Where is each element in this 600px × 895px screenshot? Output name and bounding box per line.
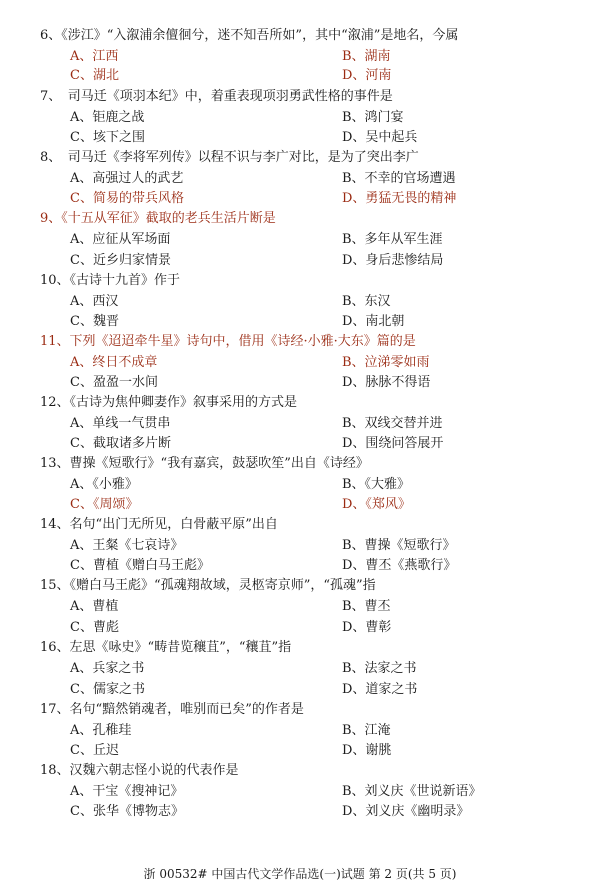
option-a: A、应征从军场面 (70, 232, 171, 247)
option-d: D、围绕问答展开 (342, 436, 444, 451)
option-a: A、终日不成章 (70, 355, 158, 370)
question-stem: 14、名句“出门无所见，白骨蔽平原”出自 (40, 517, 278, 532)
option-a: A、干宝《搜神记》 (70, 784, 184, 799)
page-footer: 浙 00532# 中国古代文学作品选(一)试题 第 2 页(共 5 页) (143, 867, 457, 881)
option-b: B、曹丕 (342, 599, 391, 614)
option-b: B、东汉 (342, 294, 391, 309)
option-a: A、钜鹿之战 (70, 110, 145, 125)
question-stem: 16、左思《咏史》“畴昔览穰苴”，“穰苴”指 (40, 640, 292, 655)
question-stem: 11、下列《迢迢牵牛星》诗句中，借用《诗经·小雅·大东》篇的是 (40, 334, 416, 349)
option-b: B、刘义庆《世说新语》 (342, 784, 482, 799)
option-d: D、刘义庆《幽明录》 (342, 804, 470, 819)
option-d: D、曹丕《燕歌行》 (342, 558, 457, 573)
option-b: B、法家之书 (342, 661, 417, 676)
option-d: D、身后悲惨结局 (342, 253, 444, 268)
option-c: C、儒家之书 (70, 682, 145, 697)
option-d: D、曹彰 (342, 620, 392, 635)
option-d: D、吴中起兵 (342, 130, 418, 145)
question-stem: 17、名句“黯然销魂者，唯别而已矣”的作者是 (40, 702, 304, 717)
option-c: C、垓下之围 (70, 130, 145, 145)
option-a: A、单线一气贯串 (70, 416, 171, 431)
option-c: C、曹植《赠白马王彪》 (70, 558, 210, 573)
option-b: B、不幸的官场遭遇 (342, 171, 456, 186)
option-d: D、勇猛无畏的精神 (342, 191, 457, 206)
option-c: C、截取诸多片断 (70, 436, 171, 451)
option-b: B、泣涕零如雨 (342, 355, 430, 370)
option-c: C、丘迟 (70, 743, 119, 758)
option-a: A、孔稚珪 (70, 723, 132, 738)
option-c: C、近乡归家情景 (70, 253, 171, 268)
option-b: B、湖南 (342, 49, 391, 64)
option-a: A、西汉 (70, 294, 119, 309)
question-stem: 7、 司马迁《项羽本纪》中，着重表现项羽勇武性格的事件是 (40, 89, 393, 104)
option-c: C、《周颂》 (70, 497, 139, 512)
option-a: A、《小雅》 (70, 477, 138, 492)
option-d: D、谢朓 (342, 743, 392, 758)
question-stem: 9、《十五从军征》截取的老兵生活片断是 (40, 211, 276, 226)
question-stem: 18、汉魏六朝志怪小说的代表作是 (40, 763, 239, 778)
option-a: A、江西 (70, 49, 119, 64)
option-d: D、南北朝 (342, 314, 405, 329)
option-c: C、简易的带兵风格 (70, 191, 184, 206)
option-b: B、江淹 (342, 723, 391, 738)
option-c: C、魏晋 (70, 314, 119, 329)
option-a: A、曹植 (70, 599, 119, 614)
option-c: C、湖北 (70, 68, 119, 83)
option-b: B、多年从军生涯 (342, 232, 443, 247)
option-b: B、鸿门宴 (342, 110, 404, 125)
option-d: D、道家之书 (342, 682, 418, 697)
option-a: A、王粲《七哀诗》 (70, 538, 184, 553)
question-stem: 12、《古诗为焦仲卿妻作》叙事采用的方式是 (40, 395, 298, 410)
option-c: C、盈盈一水间 (70, 375, 158, 390)
option-a: A、高强过人的武艺 (70, 171, 184, 186)
option-d: D、脉脉不得语 (342, 375, 431, 390)
question-stem: 10、《古诗十九首》作于 (40, 273, 181, 288)
option-b: B、曹操《短歌行》 (342, 538, 456, 553)
option-c: C、曹彪 (70, 620, 119, 635)
option-d: D、《郑风》 (342, 497, 411, 512)
question-stem: 15、《赠白马王彪》“孤魂翔故域，灵柩寄京师”，“孤魂”指 (40, 578, 376, 593)
question-stem: 8、 司马迁《李将军列传》以程不识与李广对比，是为了突出李广 (40, 150, 419, 165)
option-b: B、双线交替并进 (342, 416, 443, 431)
question-stem: 13、曹操《短歌行》“我有嘉宾，鼓瑟吹笙”出自《诗经》 (40, 456, 369, 471)
question-stem: 6、《涉江》“入溆浦余儃徊兮，迷不知吾所如”，其中“溆浦”是地名，今属 (40, 28, 459, 43)
option-a: A、兵家之书 (70, 661, 145, 676)
option-d: D、河南 (342, 68, 392, 83)
option-b: B、《大雅》 (342, 477, 411, 492)
option-c: C、张华《博物志》 (70, 804, 184, 819)
